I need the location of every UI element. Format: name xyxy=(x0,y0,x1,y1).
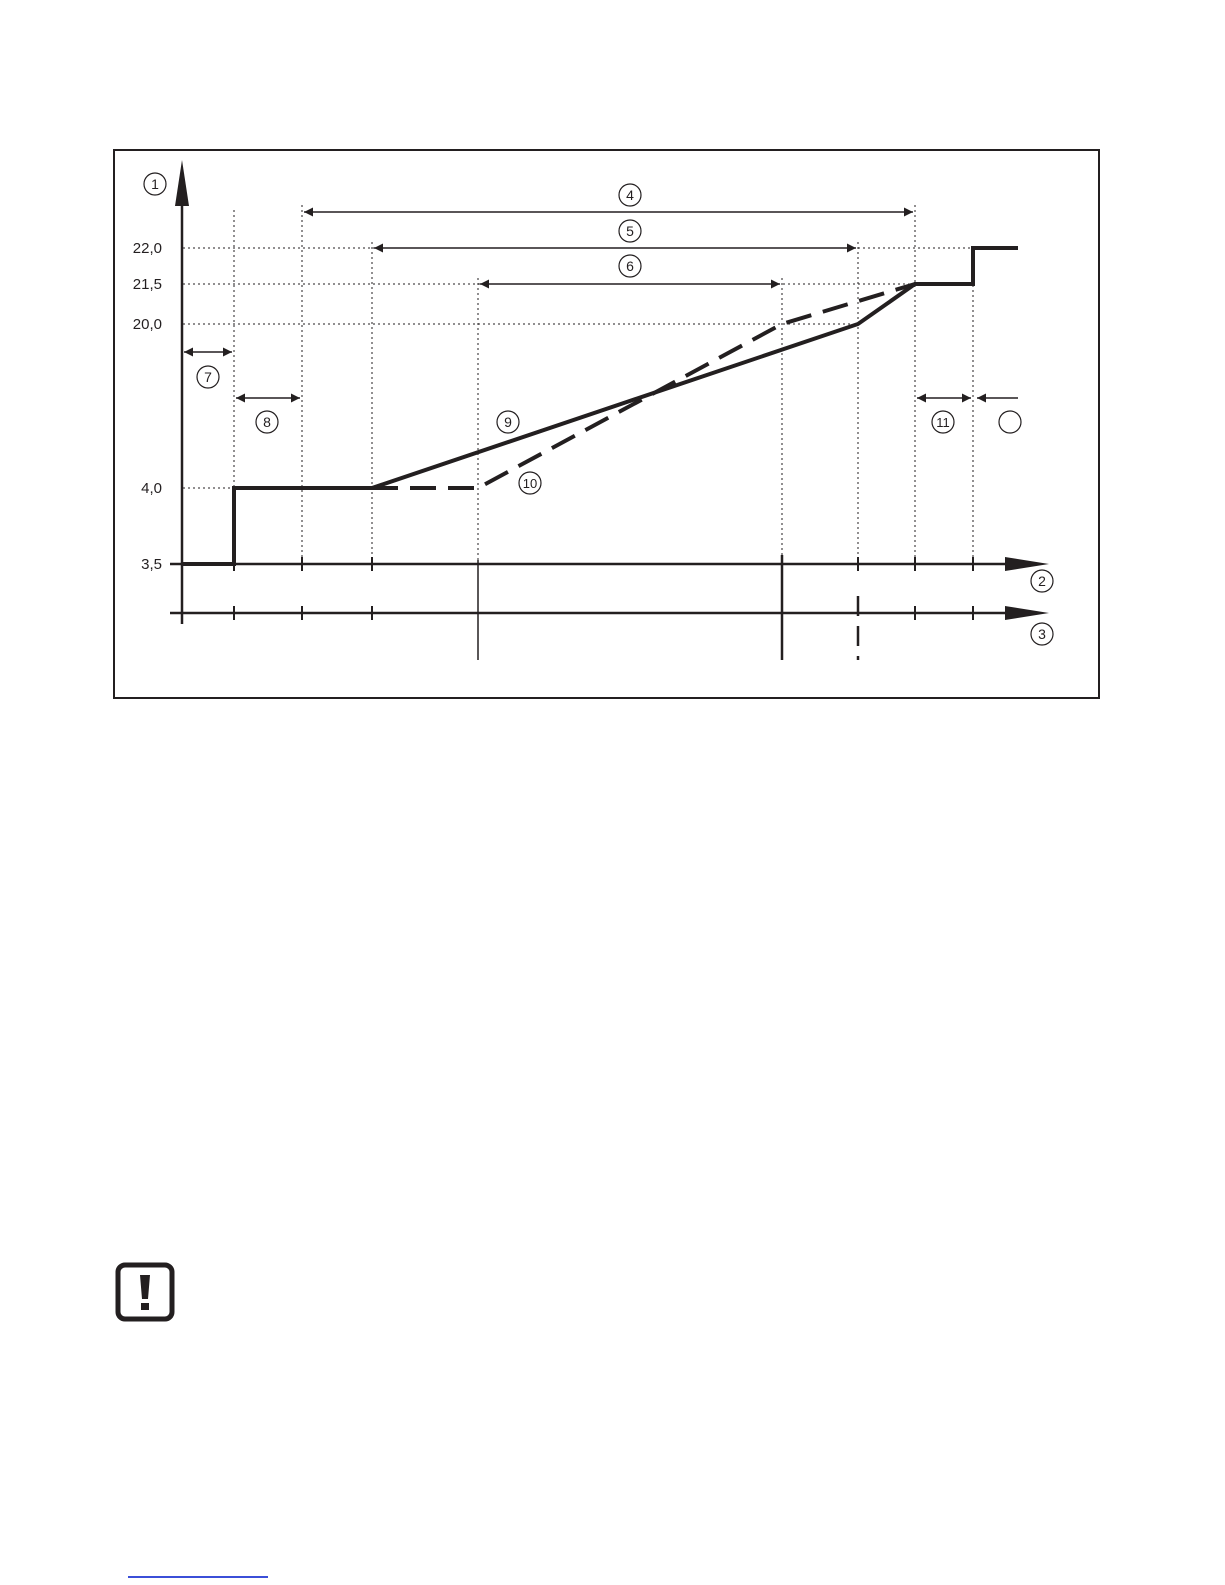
callout-8 xyxy=(256,411,278,433)
footer-link-underline[interactable] xyxy=(128,1576,268,1578)
y-tick-label: 21,5 xyxy=(132,276,162,293)
callout-9 xyxy=(497,411,519,433)
y-tick-label: 3,5 xyxy=(141,556,162,573)
callout-6 xyxy=(619,255,641,277)
y-tick-label: 20,0 xyxy=(132,316,162,333)
callout-1 xyxy=(144,173,166,195)
svg-text:11: 11 xyxy=(936,415,950,430)
svg-text:9: 9 xyxy=(504,414,512,430)
callouts xyxy=(144,173,1053,645)
callout-10 xyxy=(519,472,541,494)
vertical-guides xyxy=(234,205,973,564)
svg-text:4: 4 xyxy=(626,187,634,203)
callout-5 xyxy=(619,220,641,242)
span-arrows xyxy=(184,212,1018,398)
callout-12 xyxy=(999,411,1021,433)
y-tick-label: 4,0 xyxy=(141,480,162,497)
callout-2 xyxy=(1031,570,1053,592)
svg-text:6: 6 xyxy=(626,258,634,274)
svg-text:1: 1 xyxy=(151,176,159,192)
callout-7 xyxy=(197,366,219,388)
callout-11 xyxy=(932,411,954,433)
curve-dashed xyxy=(372,284,915,488)
svg-text:7: 7 xyxy=(204,369,212,385)
y-tick-label: 22,0 xyxy=(132,240,162,257)
svg-text:8: 8 xyxy=(263,414,271,430)
y-tick-labels xyxy=(133,240,162,573)
callout-3 xyxy=(1031,623,1053,645)
curve-solid xyxy=(183,248,1018,564)
y-axis xyxy=(175,160,189,624)
svg-text:5: 5 xyxy=(626,223,634,239)
svg-text:2: 2 xyxy=(1038,573,1046,589)
svg-text:10: 10 xyxy=(522,476,538,491)
event-marks xyxy=(478,555,858,660)
svg-text:3: 3 xyxy=(1038,626,1046,642)
exclamation-icon xyxy=(115,1262,175,1322)
callout-4 xyxy=(619,184,641,206)
